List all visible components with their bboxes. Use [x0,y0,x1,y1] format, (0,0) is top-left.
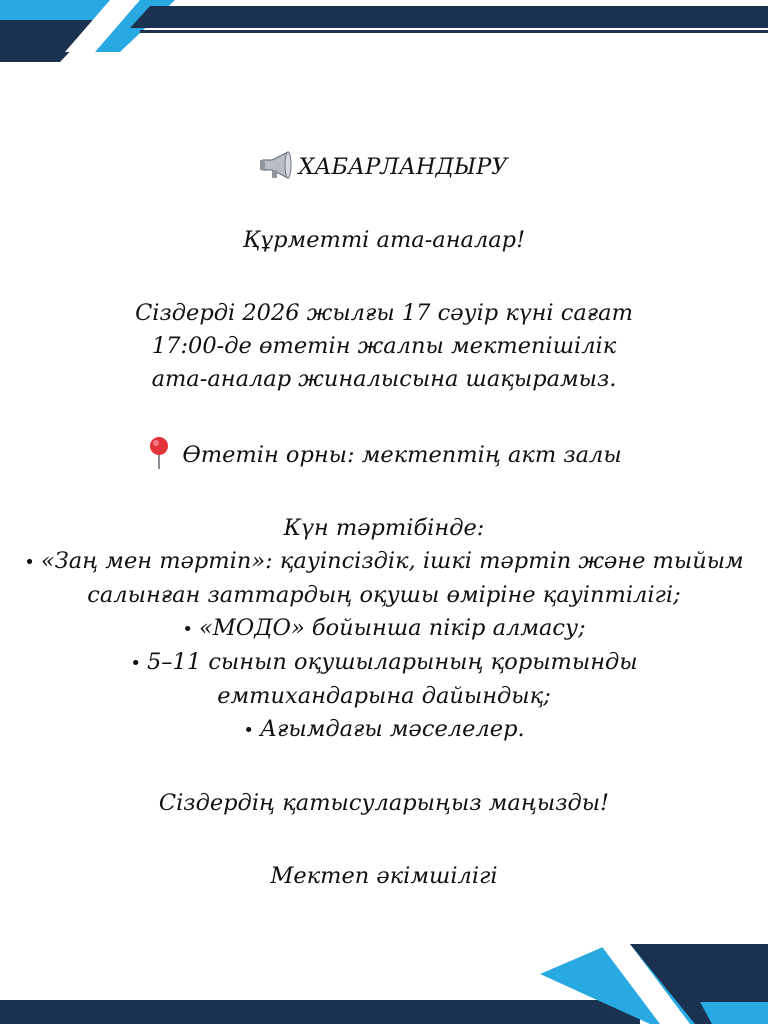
agenda-item-1-line-1: • «Заң мен тәртіп»: қауіпсіздік, ішкі тәртіп және тыйым [24,548,744,574]
agenda-item-2: • «МОДО» бойынша пікір алмасу; [182,615,586,641]
agenda-heading: Күн тәртібінде: [283,515,485,541]
location-line [0,436,768,472]
announcement-title-line [0,150,768,184]
agenda-item-1-line-2: салынған заттардың оқушы өміріне қауіптілігі; [87,582,681,608]
bottom-banner-blue-strip [700,1002,768,1024]
bullet-icon: • [130,653,141,674]
agenda-item-3-line-1: • 5–11 сынып оқушыларының қорытынды [130,649,638,675]
bullet-icon: • [182,619,193,640]
pushpin-icon [146,436,172,470]
invitation-line-2: 17:00-де өтетін жалпы мектепішілік [151,333,617,359]
announcement-title: ХАБАРЛАНДЫРУ [298,154,508,180]
announcement-body [0,150,768,893]
agenda-item-4: • Ағымдағы мәселелер. [243,716,525,742]
closing-line: Сіздердің қатысуларыңыз маңызды! [158,790,610,816]
top-banner-thin-line [140,30,768,33]
top-banner-navy-bar [130,6,768,28]
agenda-item-3-line-2: емтихандарына дайындық; [217,683,551,709]
invitation-line-1: Сіздерді 2026 жылғы 17 сәуір күні сағат [135,300,633,326]
invitation-line-3: ата-аналар жиналысына шақырамыз. [151,366,617,392]
bottom-decorative-banner [0,944,768,1024]
top-decorative-banner [0,0,768,70]
signature: Мектеп әкімшілігі [270,863,498,889]
bullet-icon: • [243,720,254,741]
bottom-banner-navy-bar [0,1000,640,1024]
bullet-icon: • [24,552,35,573]
greeting: Құрметті ата-аналар! [242,227,526,253]
location-text: Өтетін орны: мектептің акт залы [182,442,622,468]
megaphone-icon [260,150,294,180]
